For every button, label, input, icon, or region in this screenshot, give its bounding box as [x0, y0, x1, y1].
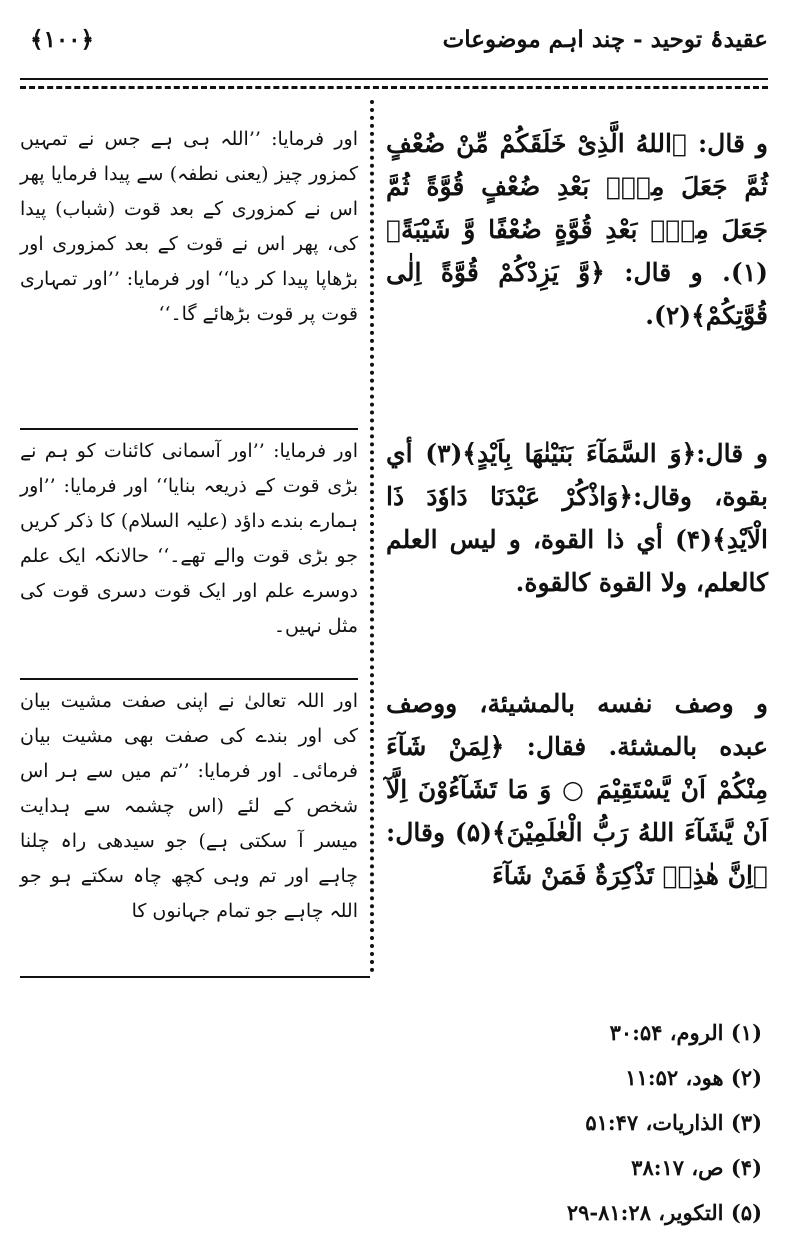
- two-column-body: [20, 100, 768, 973]
- footnote: (۲) هود، ۱۱:۵۲: [625, 1065, 762, 1090]
- header-rule: [20, 78, 768, 80]
- header-dashed-rule: [20, 86, 768, 89]
- footnote: (۱) الروم، ۳۰:۵۴: [609, 1020, 762, 1045]
- arabic-column: [386, 100, 768, 973]
- arabic-paragraph: و قال:﴿وَ السَّمَآءَ بَنَيْنٰهَا بِاَيْدٍ﴾(۳) أي بقوة، وقال:﴿وَاذْكُرْ عَبْدَنَا دَاوٗدَ ذَا الْاَيْدِ﴾(۴) أي ذا القوة، و ليس العلم كالعلم، ولا القوة كالقوة.: [386, 439, 768, 597]
- page-header: [20, 18, 768, 76]
- footnote: (۴) ص، ۳۸:۱۷: [631, 1155, 762, 1180]
- urdu-paragraph: اور فرمایا: ’’اللہ ہی ہے جس نے تمہیں کمزور چیز (یعنی نطفہ) سے پیدا فرمایا پھر اس نے کمزوری کے بعد قوت (شباب) پیدا کی، پھر اس نے قوت کے بعد کمزوری اور بڑھاپا پیدا کر دیا‘‘ اور فرمایا: ’’اور تمہاری قوت پر قوت بڑھائے گا۔‘‘: [20, 128, 358, 325]
- arabic-paragraph: و وصف نفسه بالمشيئة، ووصف عبده بالمشئة. فقال: ﴿لِمَنْ شَآءَ مِنْكُمْ اَنْ يَّسْتَقِيْمَ ○ وَ مَا تَشَآءُوْنَ اِلَّآ اَنْ يَّشَآءَ اللهُ رَبُّ الْعٰلَمِيْنَ﴾(۵) وقال: ﴿اِنَّ هٰذِهٖ تَذْكِرَةٌ فَمَنْ شَآءَ: [386, 689, 768, 890]
- urdu-column: [20, 100, 358, 973]
- page-number: ﴾۱۰۰﴿: [30, 26, 95, 53]
- urdu-paragraph: اور اللہ تعالیٰ نے اپنی صفت مشیت بیان کی اور بندے کی صفت بھی مشیت بیان فرمائی۔ اور فرمایا: ’’تم میں سے ہر اس شخص کے لئے (اس چشمہ سے ہدایت میسر آ سکتی ہے) جو سیدھی راہ چلنا چاہے اور تم وہی کچھ چاہ سکتے ہو جو اللہ چاہے جو تمام جہانوں کا: [20, 678, 358, 929]
- column-divider: [370, 100, 374, 973]
- column-bottom-rule: [20, 976, 370, 978]
- urdu-paragraph: اور فرمایا: ’’اور آسمانی کائنات کو ہم نے بڑی قوت کے ذریعہ بنایا‘‘ اور فرمایا: ’’اور ہمارے بندے داؤد (علیہ السلام) کا ذکر کریں جو بڑی قوت والے تھے۔‘‘ حالانکہ ایک علم دوسرے علم اور ایک قوت دسری قوت کی مثل نہیں۔: [20, 428, 358, 644]
- page-title: عقیدۂ توحید - چند اہم موضوعات: [442, 26, 768, 53]
- footnote: (۳) الذاریات، ۵۱:۴۷: [585, 1110, 762, 1135]
- footnotes: [262, 1018, 762, 1243]
- arabic-paragraph: و قال: ﴿اللهُ الَّذِیْ خَلَقَكُمْ مِّنْ ضُعْفٍ ثُمَّ جَعَلَ مِنْۢ بَعْدِ ضُعْفٍ قُوَّةً ثُمَّ جَعَلَ مِنْۢ بَعْدِ قُوَّةٍ ضُعْفًا وَّ شَيْبَةً﴾(۱). و قال: ﴿وَّ يَزِدْكُمْ قُوَّةً اِلٰى قُوَّتِكُمْ﴾(۲).: [386, 129, 768, 330]
- footnote: (۵) التکویر، ۸۱:۲۸-۲۹: [566, 1200, 762, 1225]
